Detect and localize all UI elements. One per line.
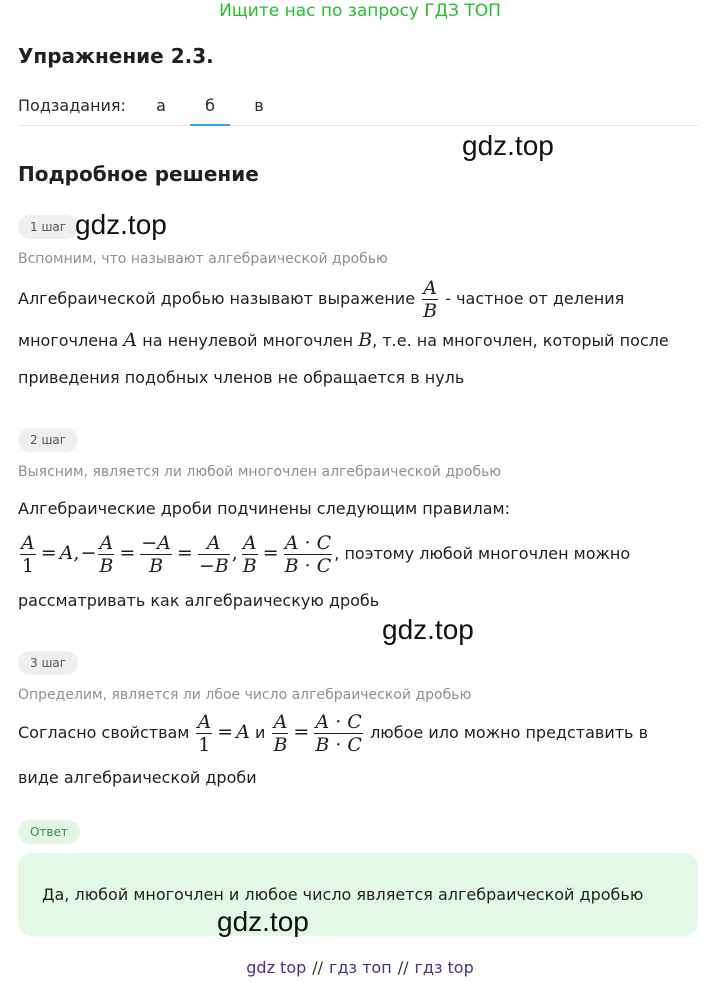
top-banner: Ищите нас по запросу ГДЗ ТОП [219, 1, 501, 21]
subtask-tab-b-active[interactable]: б [190, 96, 230, 126]
subtask-tab-v[interactable]: в [254, 96, 264, 115]
step-1-line-1 [18, 277, 624, 322]
footer-separator: // [312, 958, 324, 977]
watermark: gdz.top [75, 209, 167, 240]
answer-text: Да, любой многочлен и любое число является алгебраической дробью [42, 885, 644, 904]
step-1-hint: Вспомним, что называют алгебраической дробью [18, 251, 388, 267]
answer-box [18, 853, 698, 936]
step-2-hint: Выясним, является ли любой многочлен алгебраической дробью [18, 464, 502, 480]
watermark: gdz.top [217, 906, 309, 937]
step-1-line-3: приведения подобных членов не обращается в нуль [18, 368, 465, 387]
math-variable-b: B [358, 329, 373, 351]
watermark: gdz.top [462, 130, 554, 161]
subtask-tab-a[interactable]: а [156, 96, 166, 115]
footer-links [0, 958, 720, 977]
step-2-formula-text: , поэтому любой многочлен можно [334, 544, 631, 563]
step-3-line-2: виде алгебраической дроби [18, 768, 257, 787]
step-1-line-2: многочлена A на ненулевой многочлен B, т.е. на многочлен, который после [18, 329, 669, 351]
step-2-line-3: рассматривать как алгебраическую дробь [18, 591, 380, 610]
section-title: Подробное решение [18, 162, 259, 186]
step-3-hint: Определим, является ли лбое число алгебраической дробью [18, 687, 472, 703]
footer-link-gdz-top[interactable]: gdz top [246, 958, 307, 977]
watermark: gdz.top [382, 614, 474, 645]
math-variable-a: A [123, 329, 138, 351]
step-1-text: Алгебраической дробью называют выражение [18, 289, 416, 308]
step-1-text: - частное от деления [445, 289, 625, 308]
footer-link-gdz-top-ru[interactable]: гдз топ [329, 958, 392, 977]
step-1-badge: 1 шаг [18, 215, 78, 239]
subtasks-label: Подзадания: [18, 96, 126, 115]
footer-link-gdz-top-mixed[interactable]: гдз top [414, 958, 474, 977]
subtasks-bar [18, 92, 698, 126]
fraction-a-over-b: $\frac{A}{B}$ [423, 277, 438, 322]
step-2-line-1: Алгебраические дроби подчинены следующим правилам: [18, 499, 510, 518]
page-title: Упражнение 2.3. [18, 44, 214, 68]
step-2-formula: $\frac{A}{1}$ = A,− $\frac{A}{B}$ = $\frac{-A}{B}$ = $\frac{A}{-B}$ , $\frac{A}{B}$ = $\frac{A \cdot C}{B \cdot C}$ , поэтому любой многочлен можно [21, 532, 631, 577]
step-3-line-1: Согласно свойствам $\frac{A}{1}$ = A и $\frac{A}{B}$ = $\frac{A \cdot C}{B \cdot C}$ любое ило можно представить в [18, 711, 648, 756]
step-3-badge: 3 шаг [18, 651, 78, 675]
footer-separator: // [397, 958, 409, 977]
answer-badge: Ответ [18, 820, 80, 844]
step-2-badge: 2 шаг [18, 428, 78, 452]
